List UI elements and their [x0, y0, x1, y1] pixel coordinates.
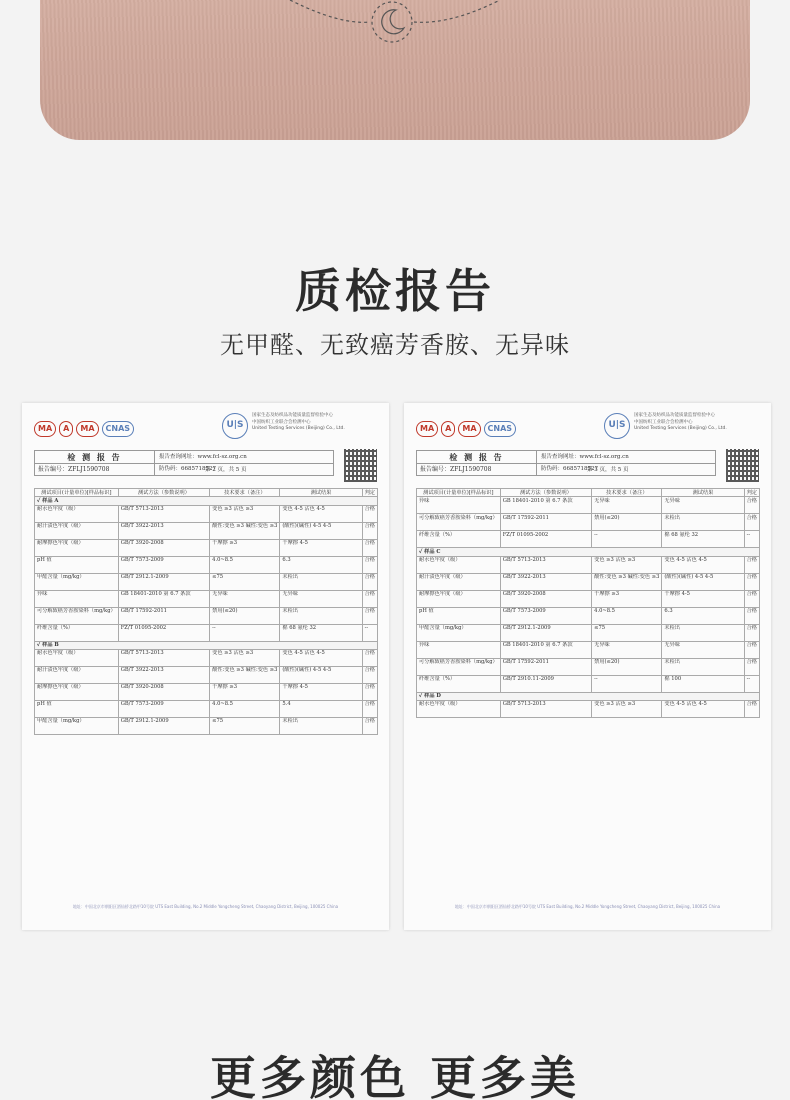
table-cell: (酸性)(碱性) 4-5 4-5	[280, 522, 362, 539]
table-cell: 合格	[744, 624, 759, 641]
table-cell: 变色 4-5 沾色 4-5	[280, 649, 362, 666]
table-cell: GB/T 3920-2008	[118, 539, 209, 556]
table-cell: --	[210, 624, 280, 641]
lab-name-line: 中国纺织工业联合会检测中心	[252, 419, 311, 425]
query-site: 报告查询网址：www.fcl-sz.org.cn	[541, 454, 629, 460]
table-cell: 棉 68 氨纶 32	[280, 624, 362, 641]
table-cell: 禁用(≤20)	[210, 607, 280, 624]
table-cell: 4.0~8.5	[210, 700, 280, 717]
table-row	[417, 607, 760, 624]
report-table	[34, 488, 378, 735]
report-doc-title: 检 测 报 告	[35, 451, 155, 463]
table-cell: --	[744, 531, 759, 548]
table-cell: 禁用(≤20)	[592, 514, 662, 531]
table-cell: 未检出	[662, 624, 744, 641]
section-title-quality-report: 质检报告	[295, 264, 495, 318]
report-info-bar	[34, 450, 334, 476]
table-cell: 未检出	[280, 607, 362, 624]
table-cell: 甲醛含量（mg/kg）	[35, 573, 119, 590]
table-cell: 未检出	[280, 573, 362, 590]
table-cell: 合格	[744, 497, 759, 514]
table-header-cell: 技术要求（备注）	[210, 489, 280, 497]
cma-logo: MA	[76, 421, 98, 437]
sample-label: ✓ 样品 A	[35, 497, 378, 505]
table-cell: 异味	[35, 590, 119, 607]
table-cell: ≤75	[210, 573, 280, 590]
table-cell: ≤75	[210, 717, 280, 734]
table-cell: 酸性:变色 ≥3 碱性:变色 ≥3	[210, 666, 280, 683]
table-cell: 耐水色牢度（级）	[35, 505, 119, 522]
table-cell: GB/T 2912.1-2009	[118, 717, 209, 734]
table-cell: 干摩擦 4-5	[280, 539, 362, 556]
moon-icon	[40, 0, 750, 140]
table-row	[35, 666, 378, 683]
report-footer: 地址：中国北京市朝阳区酒仙桥北路甲10号院 UTS East Building, No.2 Middle Yongcheng Street, Chaoyang District, Beijing, 100025 China	[454, 904, 721, 909]
table-cell: 可分解致癌芳香胺染料（mg/kg）	[35, 607, 119, 624]
certification-logos	[416, 421, 516, 437]
table-cell: 变色 4-5 沾色 4-5	[662, 556, 744, 573]
table-cell: 4.0~8.5	[592, 607, 662, 624]
table-cell: GB/T 3922-2013	[118, 522, 209, 539]
table-cell: 6.3	[280, 556, 362, 573]
table-cell: 甲醛含量（mg/kg）	[35, 717, 119, 734]
table-cell: 干摩擦 ≥3	[210, 539, 280, 556]
table-cell: 合格	[744, 607, 759, 624]
report-table	[416, 488, 760, 718]
table-cell: 6.3	[662, 607, 744, 624]
table-cell: 干摩擦 ≥3	[210, 683, 280, 700]
sample-section-row	[35, 641, 378, 649]
table-row	[417, 658, 760, 675]
table-row	[35, 590, 378, 607]
table-cell: GB/T 5713-2013	[500, 556, 591, 573]
table-row	[417, 531, 760, 548]
table-row	[35, 556, 378, 573]
table-cell: 异味	[417, 641, 501, 658]
table-row	[417, 590, 760, 607]
lab-name	[252, 413, 384, 433]
table-cell: ≤75	[592, 624, 662, 641]
query-site: 报告查询网址：www.fcl-sz.org.cn	[159, 454, 247, 460]
sample-section-row	[35, 497, 378, 505]
table-row	[417, 573, 760, 590]
table-cell: 合格	[362, 717, 377, 734]
qr-code	[344, 449, 377, 482]
sample-label: ✓ 样品 C	[417, 548, 760, 556]
table-cell: --	[592, 531, 662, 548]
table-cell: 耐摩擦色牢度（级）	[417, 590, 501, 607]
table-cell: (酸性)(碱性) 4-5 4-5	[662, 573, 744, 590]
table-cell: 无异味	[662, 641, 744, 658]
table-cell: GB/T 17592-2011	[500, 514, 591, 531]
table-header-row	[35, 489, 378, 497]
table-row	[417, 675, 760, 692]
table-cell: GB/T 17592-2011	[118, 607, 209, 624]
table-row	[417, 514, 760, 531]
table-cell: 可分解致癌芳香胺染料（mg/kg）	[417, 514, 501, 531]
table-row	[417, 556, 760, 573]
table-header-cell: 测试项目(计量单位)[样品标识]	[35, 489, 119, 497]
table-cell: GB/T 5713-2013	[118, 505, 209, 522]
table-row	[417, 497, 760, 514]
cnas-logo: CNAS	[102, 421, 135, 437]
report-number: 报告编号：ZFLJ1590708	[35, 464, 155, 476]
table-cell: 变色 ≥3 沾色 ≥3	[592, 700, 662, 717]
section-subtitle: 无甲醛、无致癌芳香胺、无异味	[220, 331, 570, 359]
uts-logo: U|S	[604, 413, 630, 439]
table-cell: 合格	[362, 539, 377, 556]
report-header	[22, 403, 389, 447]
table-cell: pH 值	[417, 607, 501, 624]
table-cell: 酸性:变色 ≥3 碱性:变色 ≥3	[592, 573, 662, 590]
product-image	[40, 0, 750, 140]
table-cell: GB 18401-2010 第 6.7 条款	[500, 497, 591, 514]
table-cell: 纤维含量（%）	[35, 624, 119, 641]
table-header-cell: 测试结果	[662, 489, 744, 497]
table-cell: GB/T 7573-2009	[118, 700, 209, 717]
table-cell: 纤维含量（%）	[417, 675, 501, 692]
table-cell: 合格	[362, 700, 377, 717]
table-cell: 4.0~8.5	[210, 556, 280, 573]
cma-logo: MA	[458, 421, 480, 437]
table-cell: 变色 ≥3 沾色 ≥3	[210, 505, 280, 522]
page-info: 第 3 页，共 5 页	[587, 467, 629, 473]
qr-code	[726, 449, 759, 482]
table-cell: 无异味	[210, 590, 280, 607]
sample-section-row	[417, 548, 760, 556]
report-doc-title: 检 测 报 告	[417, 451, 537, 463]
table-row	[35, 624, 378, 641]
table-cell: 禁用(≤20)	[592, 658, 662, 675]
lab-name-line: United Testing Services (Beijing) Co., Ltd.	[252, 426, 345, 431]
table-cell: 变色 ≥3 沾色 ≥3	[210, 649, 280, 666]
table-cell: 干摩擦 ≥3	[592, 590, 662, 607]
table-row	[417, 641, 760, 658]
table-cell: 无异味	[662, 497, 744, 514]
lab-name-line: 中国纺织工业联合会检测中心	[634, 419, 693, 425]
sample-label: ✓ 样品 B	[35, 641, 378, 649]
table-cell: GB/T 7573-2009	[118, 556, 209, 573]
table-header-cell: 测试结果	[280, 489, 362, 497]
table-row	[35, 522, 378, 539]
table-cell: 合格	[362, 573, 377, 590]
section-title-more-colors: 更多颜色 更多美	[209, 1051, 580, 1100]
table-cell: 耐汗渍色牢度（级）	[417, 573, 501, 590]
table-cell: 异味	[417, 497, 501, 514]
table-row	[35, 573, 378, 590]
report-info-bar	[416, 450, 716, 476]
table-cell: --	[592, 675, 662, 692]
test-report-sheet-2	[404, 403, 771, 930]
table-row	[35, 649, 378, 666]
table-cell: 合格	[362, 666, 377, 683]
table-cell: GB/T 5713-2013	[118, 649, 209, 666]
table-cell: 合格	[744, 573, 759, 590]
table-cell: (酸性)(碱性) 4-5 4-5	[280, 666, 362, 683]
table-row	[35, 700, 378, 717]
table-cell: 酸性:变色 ≥3 碱性:变色 ≥3	[210, 522, 280, 539]
table-cell: GB/T 17592-2011	[500, 658, 591, 675]
table-row	[35, 607, 378, 624]
table-cell: 合格	[362, 607, 377, 624]
table-cell: --	[744, 675, 759, 692]
table-cell: GB 18401-2010 第 6.7 条款	[500, 641, 591, 658]
table-row	[417, 700, 760, 717]
cnas-logo: CNAS	[484, 421, 517, 437]
table-row	[35, 717, 378, 734]
table-cell: 未检出	[662, 658, 744, 675]
report-header	[404, 403, 771, 447]
table-cell: 甲醛含量（mg/kg）	[417, 624, 501, 641]
table-cell: 干摩擦 4-5	[280, 683, 362, 700]
table-cell: 无异味	[592, 497, 662, 514]
lab-name-line: United Testing Services (Beijing) Co., Ltd.	[634, 426, 727, 431]
table-cell: 耐水色牢度（级）	[417, 700, 501, 717]
certification-logos	[34, 421, 134, 437]
table-cell: GB/T 5713-2013	[500, 700, 591, 717]
table-cell: 5.4	[280, 700, 362, 717]
table-cell: 耐摩擦色牢度（级）	[35, 683, 119, 700]
page-info: 第 2 页，共 5 页	[205, 467, 247, 473]
table-cell: GB/T 2912.1-2009	[118, 573, 209, 590]
table-cell: 耐汗渍色牢度（级）	[35, 666, 119, 683]
table-header-cell: 技术要求（备注）	[592, 489, 662, 497]
table-cell: 耐水色牢度（级）	[35, 649, 119, 666]
table-cell: 合格	[362, 556, 377, 573]
table-cell: 未检出	[280, 717, 362, 734]
table-cell: 干摩擦 4-5	[662, 590, 744, 607]
table-cell: 合格	[744, 641, 759, 658]
a-logo: A	[441, 421, 455, 437]
test-report-sheet-1	[22, 403, 389, 930]
a-logo: A	[59, 421, 73, 437]
table-cell: GB/T 3922-2013	[500, 573, 591, 590]
table-header-cell: 测试项目(计量单位)[样品标识]	[417, 489, 501, 497]
table-cell: 无异味	[592, 641, 662, 658]
report-number: 报告编号：ZFLJ1590708	[417, 464, 537, 476]
security-code: 防伪码：6685718527	[159, 466, 216, 472]
sample-section-row	[417, 692, 760, 700]
sample-label: ✓ 样品 D	[417, 692, 760, 700]
table-cell: GB/T 2912.1-2009	[500, 624, 591, 641]
table-cell: 纤维含量（%）	[417, 531, 501, 548]
table-cell: GB/T 3922-2013	[118, 666, 209, 683]
security-code: 防伪码：6685718527	[541, 466, 598, 472]
table-cell: GB/T 2910.11-2009	[500, 675, 591, 692]
table-row	[417, 624, 760, 641]
table-cell: 棉 68 氨纶 32	[662, 531, 744, 548]
table-cell: 耐摩擦色牢度（级）	[35, 539, 119, 556]
table-cell: 合格	[362, 522, 377, 539]
table-cell: --	[362, 624, 377, 641]
table-cell: 合格	[362, 683, 377, 700]
table-header-cell: 判定	[362, 489, 377, 497]
table-header-cell: 测试方法（参数说明）	[500, 489, 591, 497]
lab-name-line: 国家生态及纺织品功能质量监督检验中心	[252, 413, 333, 418]
lab-name-line: 国家生态及纺织品功能质量监督检验中心	[634, 413, 715, 418]
table-cell: 耐水色牢度（级）	[417, 556, 501, 573]
table-cell: FZ/T 01095-2002	[500, 531, 591, 548]
table-row	[35, 683, 378, 700]
table-cell: 未检出	[662, 514, 744, 531]
table-cell: 合格	[744, 514, 759, 531]
cma-logo: MA	[34, 421, 56, 437]
table-cell: 合格	[362, 590, 377, 607]
table-cell: GB/T 3920-2008	[500, 590, 591, 607]
table-cell: 变色 4-5 沾色 4-5	[280, 505, 362, 522]
table-cell: 合格	[744, 556, 759, 573]
table-cell: 变色 ≥3 沾色 ≥3	[592, 556, 662, 573]
table-cell: GB 18401-2010 第 6.7 条款	[118, 590, 209, 607]
table-cell: 无异味	[280, 590, 362, 607]
table-cell: GB/T 7573-2009	[500, 607, 591, 624]
table-cell: 变色 4-5 沾色 4-5	[662, 700, 744, 717]
table-cell: pH 值	[35, 700, 119, 717]
uts-logo: U|S	[222, 413, 248, 439]
table-cell: 棉 100	[662, 675, 744, 692]
table-cell: 合格	[362, 649, 377, 666]
report-footer: 地址：中国北京市朝阳区酒仙桥北路甲10号院 UTS East Building, No.2 Middle Yongcheng Street, Chaoyang District, Beijing, 100025 China	[72, 904, 339, 909]
cma-logo: MA	[416, 421, 438, 437]
table-header-cell: 判定	[744, 489, 759, 497]
table-cell: 耐汗渍色牢度（级）	[35, 522, 119, 539]
table-cell: GB/T 3920-2008	[118, 683, 209, 700]
table-row	[35, 539, 378, 556]
table-cell: FZ/T 01095-2002	[118, 624, 209, 641]
table-cell: 可分解致癌芳香胺染料（mg/kg）	[417, 658, 501, 675]
table-cell: 合格	[744, 658, 759, 675]
lab-name	[634, 413, 766, 433]
table-cell: pH 值	[35, 556, 119, 573]
table-header-row	[417, 489, 760, 497]
table-header-cell: 测试方法（参数说明）	[118, 489, 209, 497]
table-row	[35, 505, 378, 522]
table-cell: 合格	[744, 700, 759, 717]
table-cell: 合格	[362, 505, 377, 522]
table-cell: 合格	[744, 590, 759, 607]
